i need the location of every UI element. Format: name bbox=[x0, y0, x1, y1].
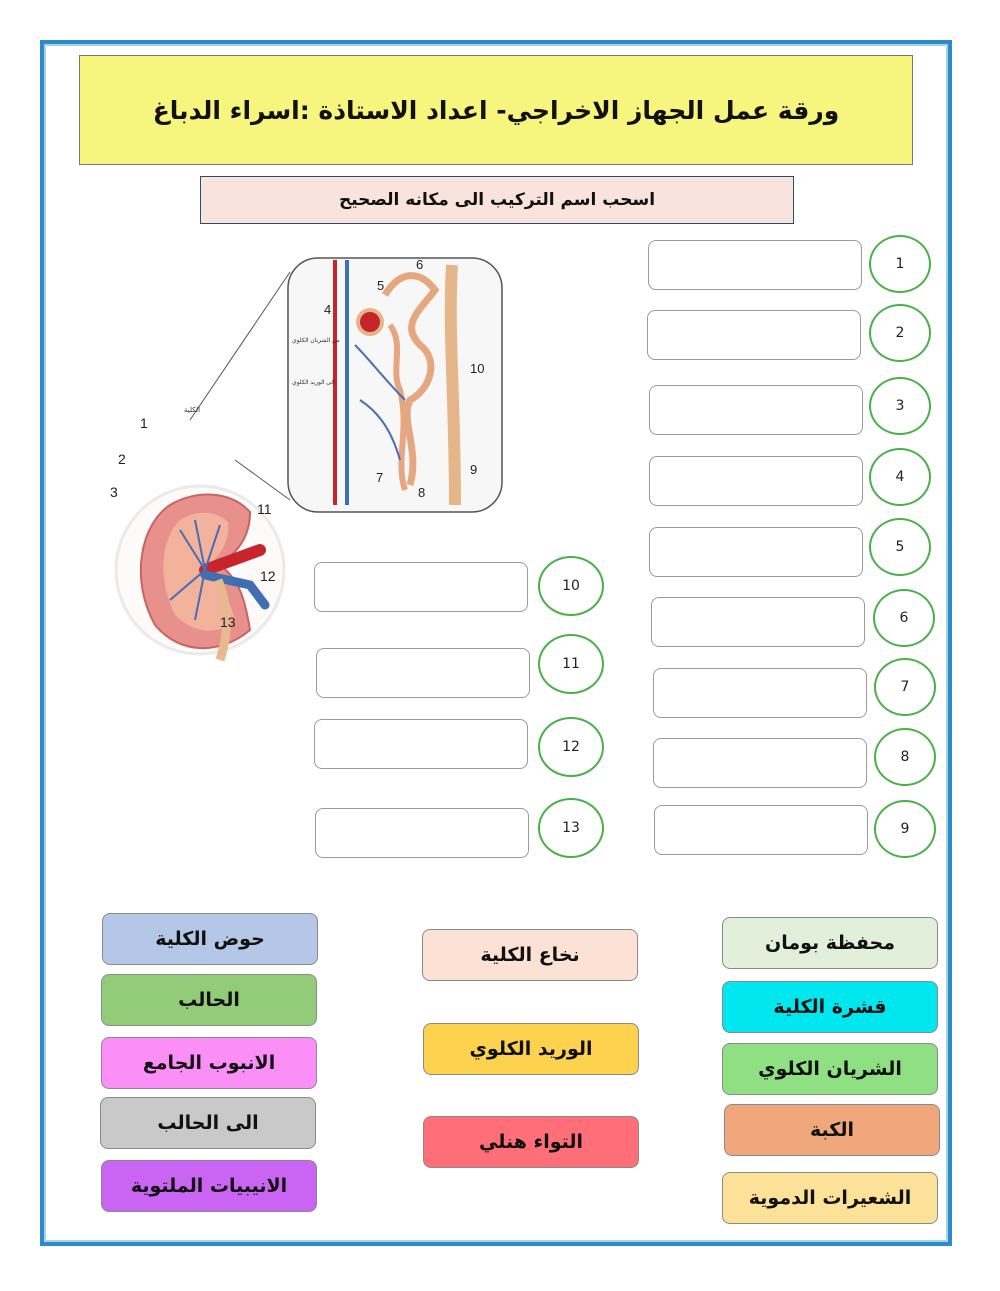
number-circle-1: 1 bbox=[869, 235, 931, 293]
marker-7: 7 bbox=[376, 470, 384, 485]
marker-4: 4 bbox=[324, 302, 332, 317]
number-circle-5: 5 bbox=[869, 518, 931, 576]
answer-slot-5[interactable] bbox=[649, 527, 863, 577]
number-circle-3: 3 bbox=[869, 377, 931, 435]
answer-slot-3[interactable] bbox=[649, 385, 863, 435]
number-circle-9: 9 bbox=[874, 800, 936, 858]
number-circle-7: 7 bbox=[874, 658, 936, 716]
marker-2: 2 bbox=[118, 451, 126, 467]
number-circle-8: 8 bbox=[874, 728, 936, 786]
marker-5: 5 bbox=[377, 278, 385, 293]
kidney-caption: الكلية bbox=[184, 407, 201, 414]
answer-slot-9[interactable] bbox=[654, 805, 868, 855]
marker-8: 8 bbox=[418, 485, 426, 500]
marker-13: 13 bbox=[220, 614, 236, 630]
tile-renal-vein[interactable]: الوريد الكلوي bbox=[423, 1023, 639, 1075]
marker-3: 3 bbox=[110, 484, 118, 500]
tile-renal-pelvis[interactable]: حوض الكلية bbox=[102, 913, 318, 965]
marker-12: 12 bbox=[260, 568, 276, 584]
marker-9: 9 bbox=[470, 462, 478, 477]
marker-1: 1 bbox=[140, 415, 148, 431]
answer-slot-6[interactable] bbox=[651, 597, 865, 647]
tile-glomerulus[interactable]: الكبة bbox=[724, 1104, 940, 1156]
tile-convoluted-tubules[interactable]: الانيبيات الملتوية bbox=[101, 1160, 317, 1212]
from-artery-caption: من الشريان الكلوي bbox=[292, 338, 340, 344]
answer-slot-1[interactable] bbox=[648, 240, 862, 290]
marker-11: 11 bbox=[257, 501, 272, 517]
number-circle-11: 11 bbox=[538, 634, 604, 694]
tile-collecting-duct[interactable]: الانبوب الجامع bbox=[101, 1037, 317, 1089]
instruction-banner: اسحب اسم التركيب الى مكانه الصحيح bbox=[200, 176, 794, 224]
answer-slot-4[interactable] bbox=[649, 456, 863, 506]
tile-ureter[interactable]: الحالب bbox=[101, 974, 317, 1026]
tile-renal-artery[interactable]: الشريان الكلوي bbox=[722, 1043, 938, 1095]
tile-renal-medulla[interactable]: نخاع الكلية bbox=[422, 929, 638, 981]
answer-slot-8[interactable] bbox=[653, 738, 867, 788]
tile-to-ureter[interactable]: الى الحالب bbox=[100, 1097, 316, 1149]
number-circle-2: 2 bbox=[869, 304, 931, 362]
answer-slot-13[interactable] bbox=[315, 808, 529, 858]
answer-slot-2[interactable] bbox=[647, 310, 861, 360]
tile-loop-of-henle[interactable]: التواء هنلي bbox=[423, 1116, 639, 1168]
marker-10: 10 bbox=[470, 361, 485, 376]
answer-slot-7[interactable] bbox=[653, 668, 867, 718]
tile-capillaries[interactable]: الشعيرات الدموية bbox=[722, 1172, 938, 1224]
tile-bowman-capsule[interactable]: محفظة بومان bbox=[722, 917, 938, 969]
to-vein-caption: إلى الوريد الكلوي bbox=[292, 380, 335, 386]
tile-renal-cortex[interactable]: قشرة الكلية bbox=[722, 981, 938, 1033]
marker-6: 6 bbox=[416, 257, 424, 272]
answer-slot-11[interactable] bbox=[316, 648, 530, 698]
number-circle-13: 13 bbox=[538, 798, 604, 858]
number-circle-6: 6 bbox=[873, 589, 935, 647]
number-circle-4: 4 bbox=[869, 448, 931, 506]
number-circle-10: 10 bbox=[538, 556, 604, 616]
page-title: ورقة عمل الجهاز الاخراجي- اعداد الاستاذة :اسراء الدباغ bbox=[79, 55, 913, 165]
answer-slot-12[interactable] bbox=[314, 719, 528, 769]
number-circle-12: 12 bbox=[538, 717, 604, 777]
answer-slot-10[interactable] bbox=[314, 562, 528, 612]
